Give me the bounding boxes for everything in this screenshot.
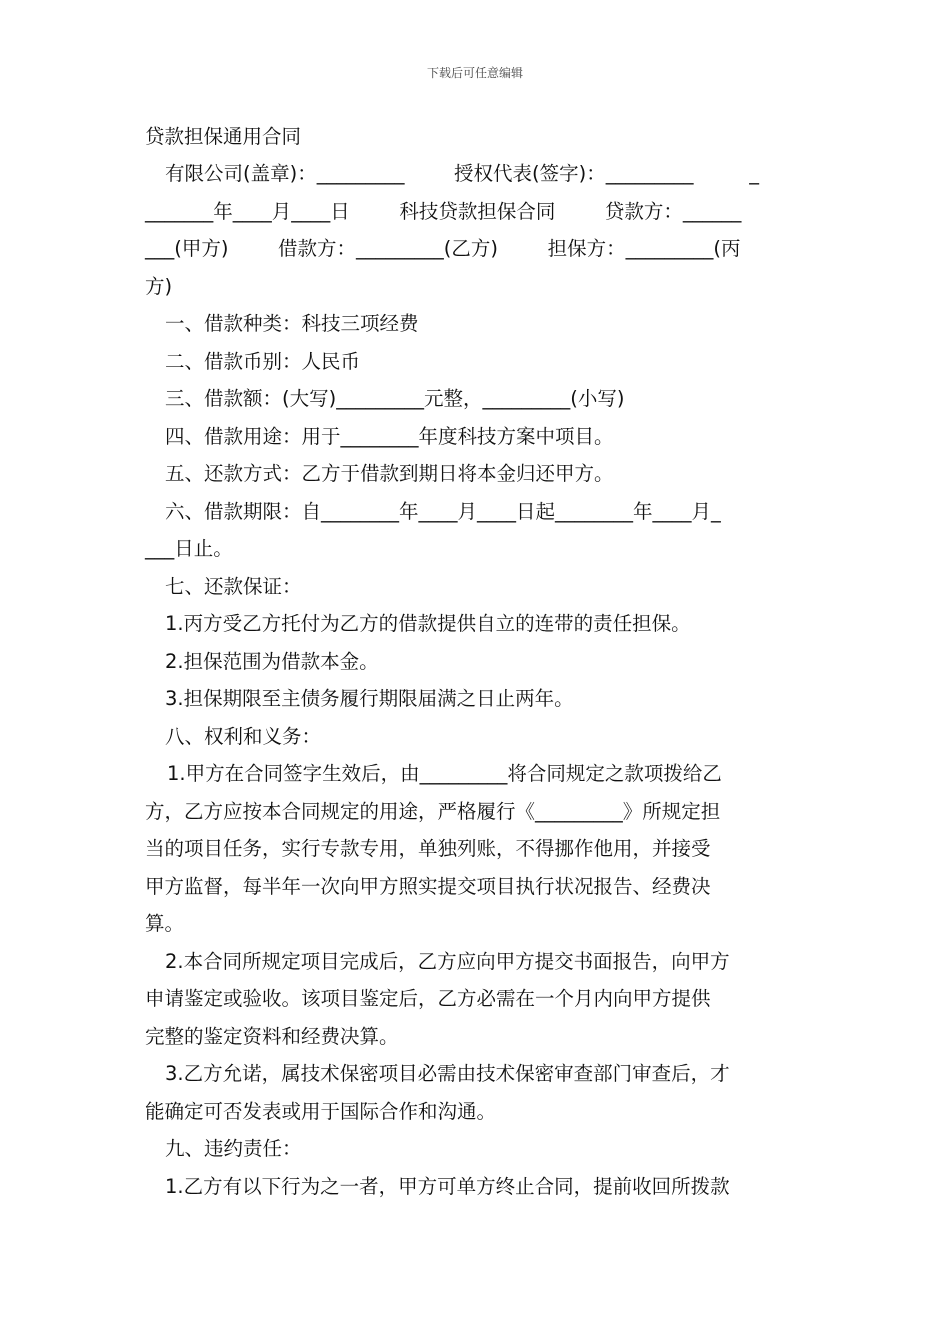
doc-line: 有限公司(盖章)：_________ 授权代表(签字)：_________ _: [165, 162, 760, 185]
doc-line: 九、违约责任：: [165, 1137, 302, 1160]
doc-line: 2.本合同所规定项目完成后，乙方应向甲方提交书面报告，向甲方: [165, 949, 730, 973]
doc-line: 八、权利和义务：: [165, 724, 322, 748]
doc-line: 七、还款保证：: [165, 574, 302, 598]
doc-line: 一、借款种类：科技三项经费: [165, 312, 419, 335]
doc-line: 二、借款币别：人民币: [165, 349, 361, 373]
doc-line: 1.甲方在合同签字生效后，由_________将合同规定之款项拨给乙: [167, 762, 722, 785]
doc-line: 1.丙方受乙方托付为乙方的借款提供自立的连带的责任担保。: [165, 612, 691, 635]
doc-line: 三、借款额：(大写)_________元整，_________(小写): [165, 387, 625, 410]
doc-line: 当的项目任务，实行专款专用，单独列账，不得挪作他用，并接受: [145, 837, 711, 860]
doc-line: 1.乙方有以下行为之一者，甲方可单方终止合同，提前收回所拨款: [165, 1174, 730, 1198]
doc-line: 3.担保期限至主债务履行期限届满之日止两年。: [165, 687, 574, 710]
doc-line: _______年____月____日 科技贷款担保合同 贷款方：______: [145, 199, 742, 223]
doc-line: 能确定可否发表或用于国际合作和沟通。: [145, 1099, 497, 1123]
page-header-note: 下载后可任意编辑: [426, 66, 523, 80]
doc-line: 申请鉴定或验收。该项目鉴定后，乙方必需在一个月内向甲方提供: [145, 987, 711, 1010]
doc-line: 五、还款方式：乙方于借款到期日将本金归还甲方。: [165, 462, 614, 485]
doc-line: 算。: [145, 912, 185, 935]
doc-line: 3.乙方允诺，属技术保密项目必需由技术保密审查部门审查后，才: [165, 1062, 730, 1085]
doc-line: ___(甲方) 借款方：_________(乙方) 担保方：_________(丙: [145, 237, 741, 260]
doc-line: 方): [145, 274, 173, 298]
doc-line: ___日止。: [145, 537, 233, 560]
contract-body: [145, 118, 810, 1205]
doc-line: 完整的鉴定资料和经费决算。: [145, 1024, 399, 1048]
doc-line: 甲方监督，每半年一次向甲方照实提交项目执行状况报告、经费决: [145, 874, 711, 898]
contract-title: 贷款担保通用合同: [145, 125, 302, 148]
doc-line: 六、借款期限：自________年____月____日起________年____月_: [165, 499, 721, 523]
doc-line: 四、借款用途：用于________年度科技方案中项目。: [165, 424, 614, 448]
doc-line: 方，乙方应按本合同规定的用途，严格履行《_________》所规定担: [145, 799, 721, 823]
doc-line: 2.担保范围为借款本金。: [165, 649, 379, 673]
